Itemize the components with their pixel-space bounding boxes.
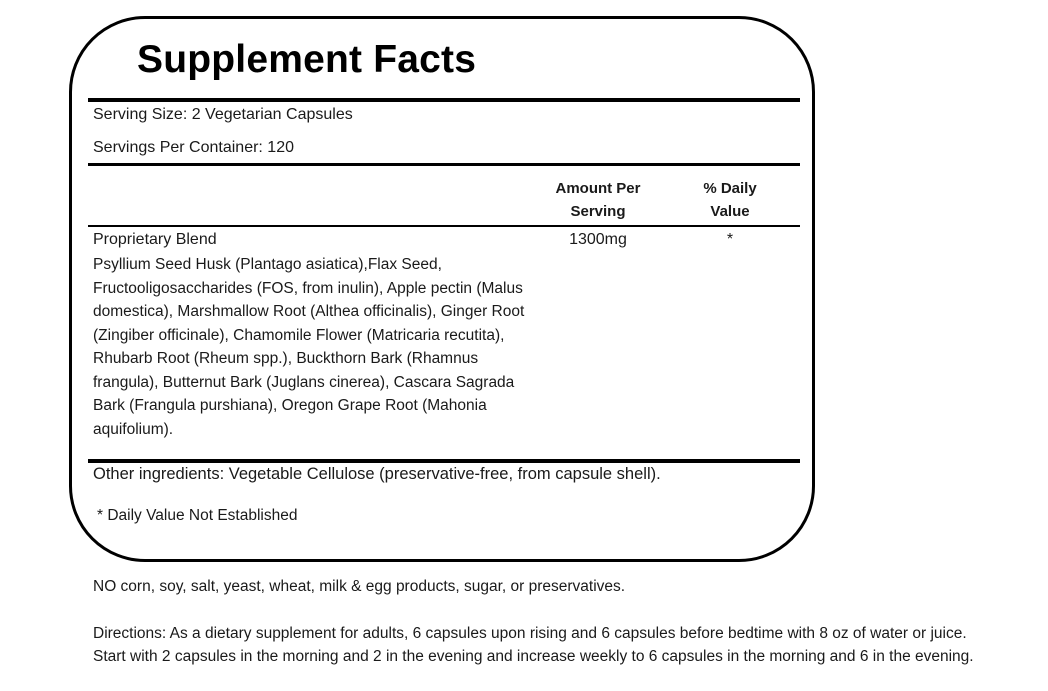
directions-line-1: Directions: As a dietary supplement for adults, 6 capsules upon rising and 6 capsules before bedtime with 8 oz of water or juice. (93, 625, 967, 642)
blend-amount: 1300mg (569, 231, 627, 248)
amount-header-line1: Amount Per (555, 180, 641, 197)
daily-value-footnote: * Daily Value Not Established (97, 507, 298, 524)
allergen-statement: NO corn, soy, salt, yeast, wheat, milk & egg products, sugar, or preservatives. (93, 578, 626, 595)
divider-top (88, 98, 800, 102)
dv-header-line2: Value (710, 203, 750, 220)
divider-header (88, 225, 800, 227)
other-ingredients: Other ingredients: Vegetable Cellulose (preservative-free, from capsule shell). (93, 465, 661, 483)
servings-per-container: Servings Per Container: 120 (93, 139, 294, 156)
blend-ingredients: Psyllium Seed Husk (Plantago asiatica),Flax Seed, Fructooligosaccharides (FOS, from inulin), Apple pectin (Malus domestica), Marshmallow Root (Althea officinalis), Ginger Root (Zingiber officinale), Chamomile Flower (Matricaria recutita), Rhubarb Root (Rheum spp.), Buckthorn Bark (Rhamnus frangula), Butternut Bark (Juglans cinerea), Cascara Sagrada Bark (Frangula purshiana), Oregon Grape Root (Mahonia aquifolium). (93, 256, 525, 438)
serving-size: Serving Size: 2 Vegetarian Capsules (93, 106, 353, 123)
divider-servings (88, 163, 800, 166)
blend-daily-value: * (726, 231, 734, 248)
directions-line-2: Start with 2 capsules in the morning and 2 in the evening and increase weekly to 6 capsules in the morning and 6 in the evening. (93, 648, 974, 665)
panel-title: Supplement Facts (137, 38, 477, 81)
daily-value-header (680, 177, 780, 223)
dv-header-line1: % Daily (703, 180, 757, 197)
divider-bottom (88, 459, 800, 463)
blend-name: Proprietary Blend (93, 231, 217, 248)
amount-per-serving-header (538, 177, 658, 223)
amount-header-line2: Serving (570, 203, 626, 220)
